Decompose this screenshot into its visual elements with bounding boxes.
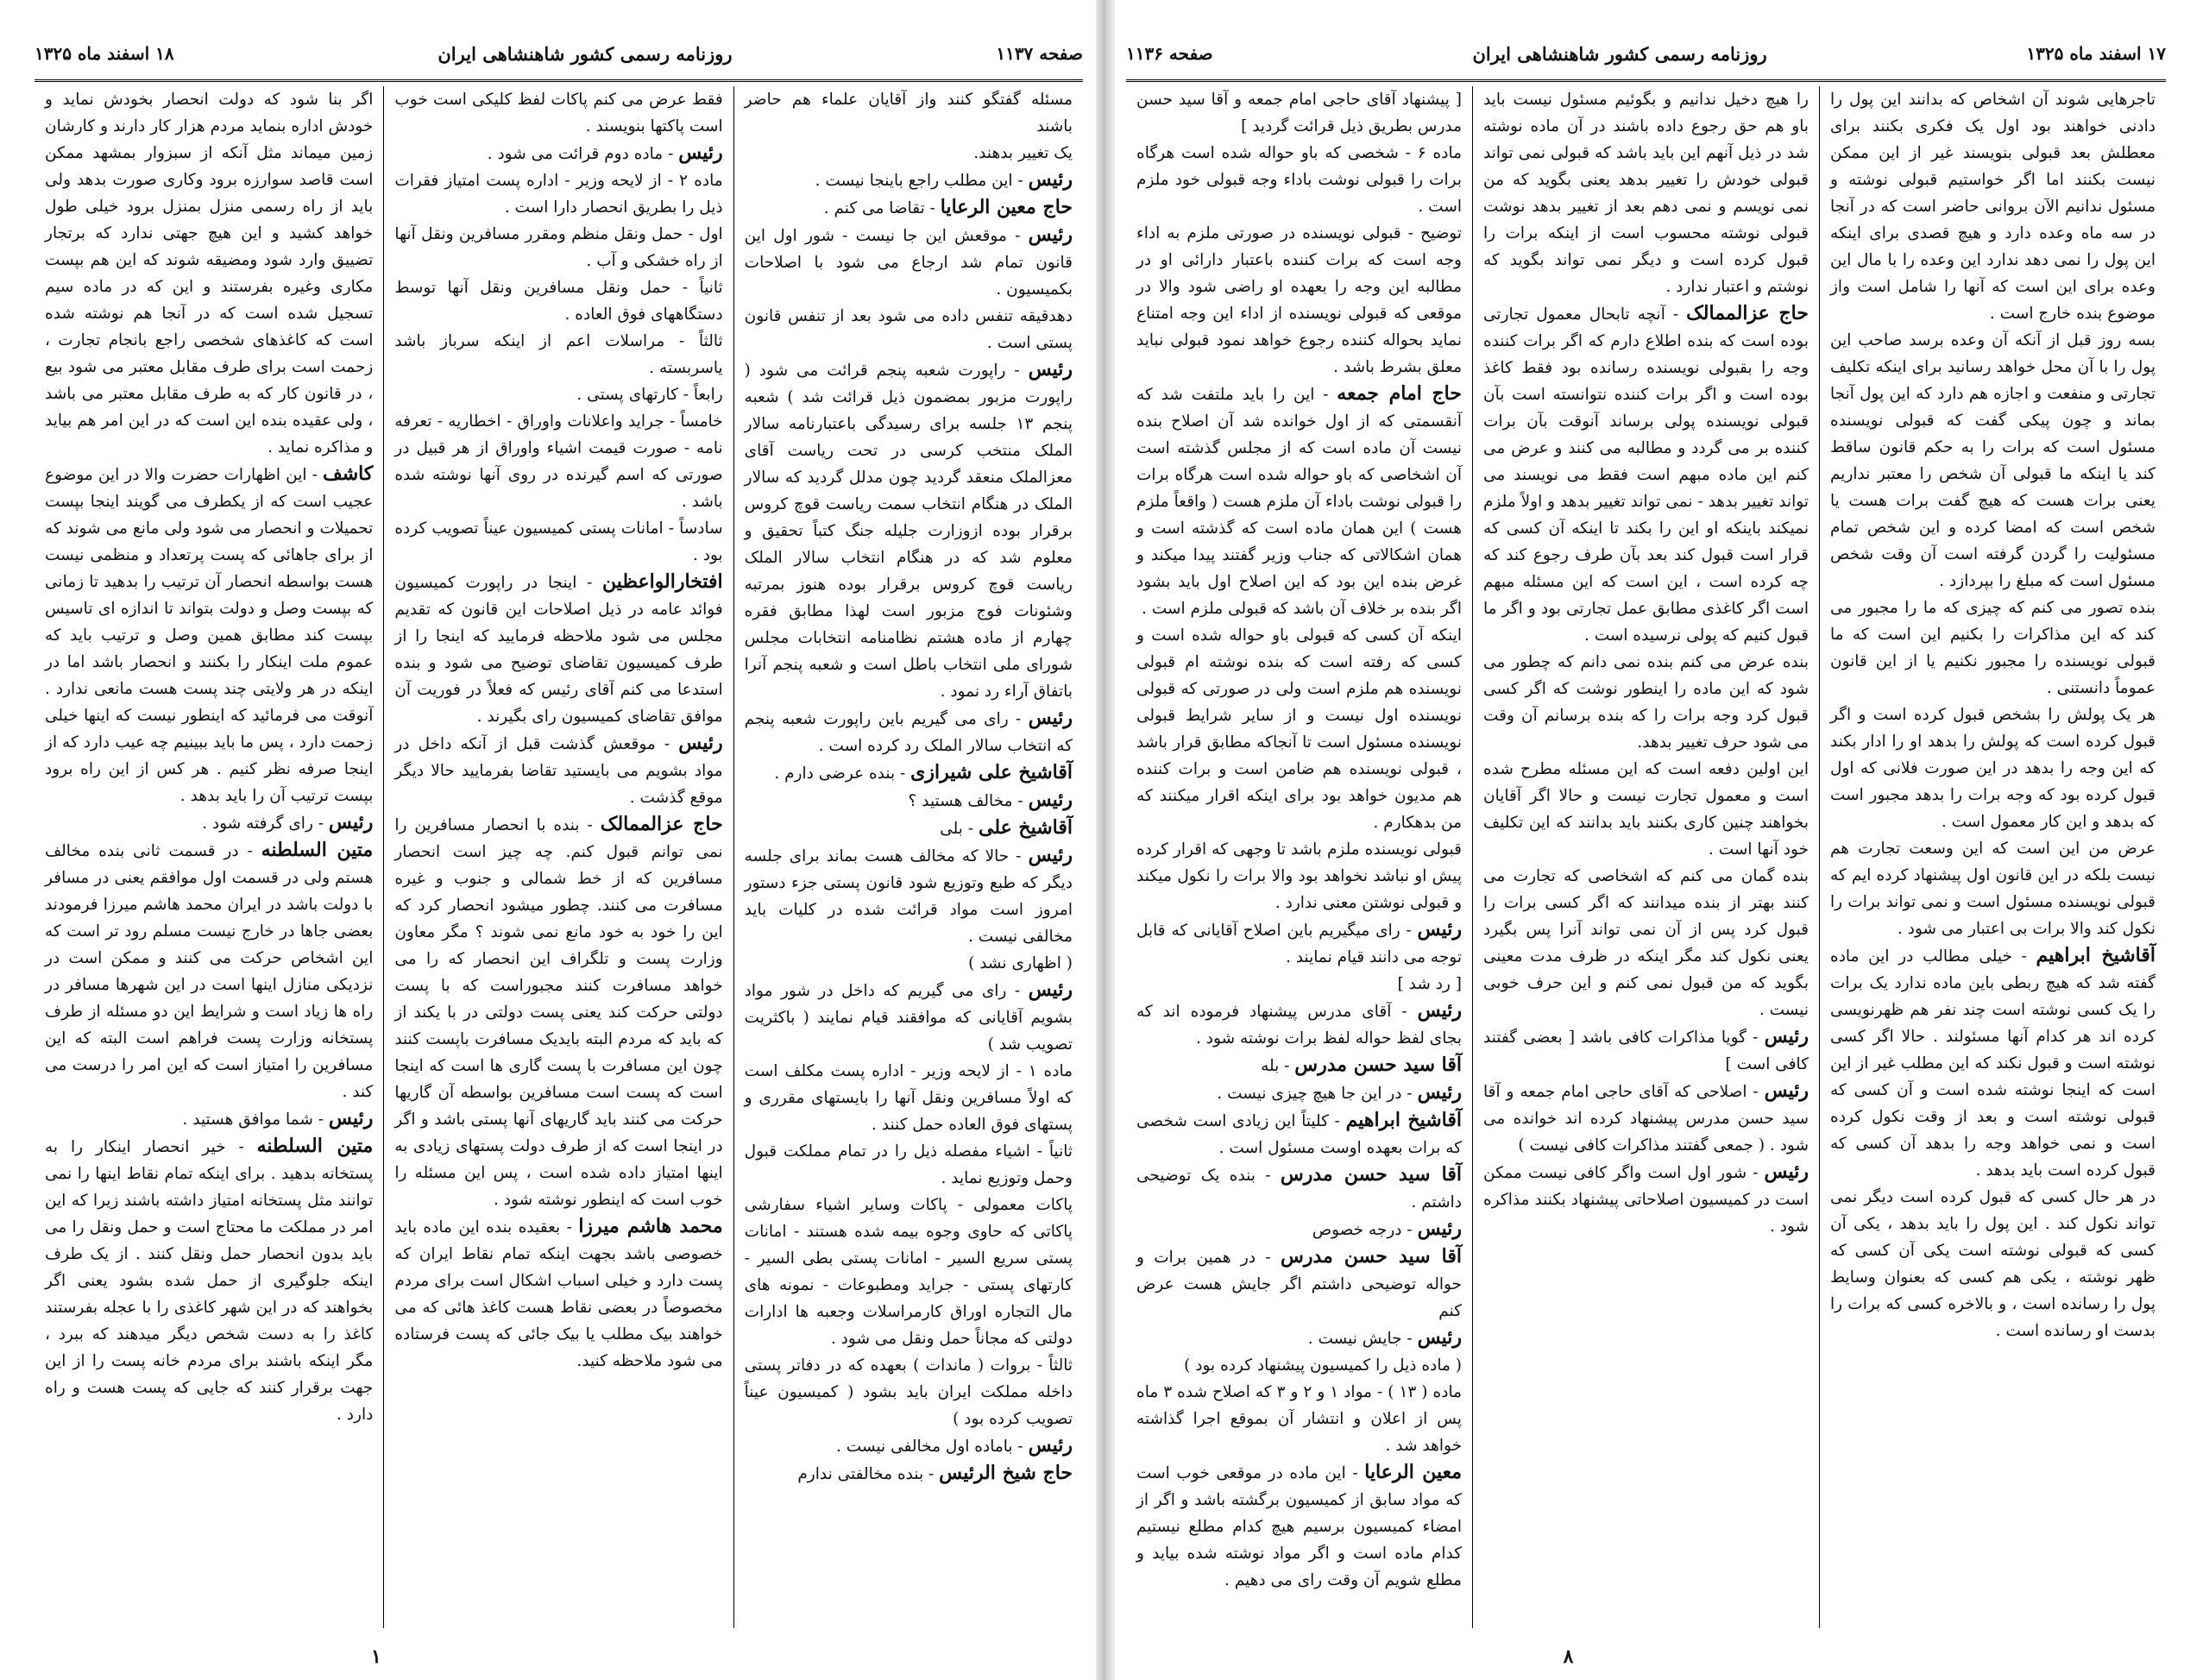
header-rule: [35, 79, 1083, 82]
paragraph-text: - رای میگیریم باین اصلاح آقایانی که قابل توجه می دانند قیام نمایند .: [1136, 922, 1462, 966]
journal-title: روزنامه رسمی کشور شاهنشاهی ایران: [437, 42, 733, 65]
column: [383, 86, 733, 1628]
paragraph: [45, 837, 373, 1105]
paragraph: [1136, 1352, 1462, 1379]
speaker-name: متین السلطنه: [261, 839, 374, 861]
paragraph: [394, 811, 722, 1213]
speaker-name: رئیس: [1028, 789, 1073, 811]
paragraph-text: - آنچه تابحال معمول تجارتی بوده است که بنده اطلاع دارم که اگر برات کننده وجه را بقبولی نویسنده رسانده بود فقط کاغذ بوده است و اگر برات کننده نتوانسته است بآن قبولی نویسنده پولی برساند آنوقت بآن برات کننده بر می گردد و مطالبه می کنند و عرض می کنم این ماده مبهم است فقط می نویسند می تواند تغییر بدهد - نمی تواند تغییر بدهد و اولاً ملزم نمیکند باینکه او این را بکند تا اینکه آن کسی که قرار است قبول کند بعد بآن طرف رجوع کند که چه کرده است ، این است که این مسئله مبهم است اگر کاغذی مطابق عمل تجارتی بود و اگر ما قبول کنیم که پولی نرسیده است .: [1483, 305, 1809, 645]
paragraph: [1483, 1023, 1809, 1078]
paragraph-text: - جایش نیست .: [1307, 1330, 1413, 1348]
paragraph: [1136, 622, 1462, 836]
speaker-name: رئیس: [1417, 1326, 1462, 1349]
paragraph: [1483, 1078, 1809, 1159]
paragraph-text: - شور اول است واگر کافی نیست ممکن است در کمیسیون اصلاحاتی پیشنهاد بکنند مذاکره شود .: [1483, 1164, 1809, 1236]
paragraph-text: ثالثاً - مراسلات اعم از اینکه سرباز باشد یاسربسته .: [394, 332, 723, 377]
paragraph: [745, 303, 1073, 356]
paragraph-text: تاجرهایی شوند آن اشخاص که بدانند این پول را دادنی خواهند بود اول یک فکری بکنند برای معطلش بعد قبولی بنویسند غیر از این ممکن نیست بکنند اما اگر خواستیم قبولی نوشته و مسئول ندانیم الآن بروانی حاضر است که در آنجا در سه ماه وعده دارد و هیچ قصدی برای اینکه این پول را نمی دهد ندارد این وعده را با مال این وعده برای این است که آنها را شامل است واز موضوع بنده خارج است .: [1830, 91, 2156, 323]
paragraph: [745, 705, 1073, 759]
paragraph: [1136, 1379, 1462, 1459]
issue-date: ۱۸ اسفند ماه ۱۳۲۵: [35, 43, 174, 64]
folio-number: ۸: [1563, 1645, 1574, 1668]
paragraph-text: این اولین دفعه است که این مسئله مطرح شده است و معمول تجارت نیست و حالا اگر آقایان بخواهند چنین کاری بکنند باید بدانند که این تکلیف خود آنها است .: [1483, 760, 1809, 859]
page-number: صفحه ۱۱۳۶: [1126, 43, 1213, 64]
paragraph-text: بنده گمان می کنم که اشخاصی که تجارت می کنند بهتر از بنده میدانند که اگر کسی برات را قبول کرد پس از آن نمی تواند آنرا پس بگیرد یعنی نکول کند مگر اینکه در ظرف مدت معینی بگوید که من قبول نمی کنم و این حرف خوبی نیست .: [1483, 867, 1809, 1019]
paragraph: [45, 809, 373, 837]
speaker-name: کاشف: [322, 462, 374, 485]
paragraph-text: - رای می گیریم که داخل در شور مواد بشویم آقایانی که موافقند قیام نمایند ( باکثریت تصویب شد ): [744, 982, 1073, 1054]
speaker-name: محمد هاشم میرزا: [578, 1215, 723, 1237]
speaker-name: آقا سید حسن مدرس: [1294, 1054, 1462, 1076]
paragraph: [1483, 649, 1809, 756]
paragraph: [394, 221, 722, 274]
paragraph: [1136, 1324, 1462, 1352]
speaker-name: حاج امام جمعه: [1337, 382, 1462, 405]
paragraph: [745, 356, 1073, 705]
paragraph-text: - در همین برات و حواله توضیحی داشتم اگر جایش هست عرض کنم: [1136, 1249, 1462, 1320]
speaker-name: رئیس: [1764, 1025, 1809, 1048]
paragraph: [1136, 1079, 1462, 1107]
paragraph-text: - شما موافق هستید .: [182, 1111, 324, 1129]
speaker-name: آقاشیخ علی: [978, 816, 1073, 839]
speaker-name: رئیس: [1417, 918, 1462, 941]
paragraph: [394, 167, 722, 221]
paragraph: [745, 1352, 1073, 1432]
paragraph-text: - درجه خصوص: [1312, 1221, 1413, 1239]
speaker-name: رئیس: [1028, 223, 1073, 246]
paragraph-text: بسه روز قبل از آنکه آن وعده برسد صاحب این پول را با آن محل خواهد رسانید برای اینکه تکلیف تجارتی و منفعت و اجازه هم دارد که این پول آنجا بماند و چون پیکی گفت که قبولی نویسنده مسئول است که برات را به حکم قانون ساقط کند یا اینکه ما قبولی آن شخص را معتبر نداریم یعنی برات هست که هیچ گفت برات هست یا شخص است که امضا کرده و این شخص تمام مسئولیت را گردن گرفته است آن وقت شخص مسئول است که مبلغ را بپردازد .: [1830, 331, 2156, 590]
paragraph-text: خامساً - جراید واعلانات واوراق - اخطاریه - تعرفه نامه - صورت قیمت اشیاء واوراق از هر قبیل در صورتی که اسم گیرنده در روی آنها نوشته شده باشد .: [394, 412, 723, 511]
paragraph-text: ماده ۶ - شخصی که باو حواله شده است هرگاه برات را قبولی نوشت باداء وجه قبولی خود ملزم است .: [1136, 144, 1462, 216]
paragraph: [745, 1058, 1073, 1138]
paragraph-text: [ پیشنهاد آقای حاجی امام جمعه و آقا سید حسن مدرس بطریق ذیل قرائت گردید ]: [1136, 91, 1462, 135]
paragraph: [394, 1213, 722, 1375]
speaker-name: رئیس: [1028, 978, 1073, 1001]
paragraph-text: - بنده مخالفتی ندارم: [797, 1465, 935, 1483]
speaker-name: حاج عزالممالک: [1686, 302, 1809, 324]
paragraph-text: - این را باید ملتفت شد که آنقسمتی که از اول خوانده شد آن اصلاح بنده نیست آن ماده است که از مجلس گذشته است آن اشخاصی که باو حواله شده است هرگاه برات را قبولی نوشت باداء آن ملزم هست ( واقعاً ملزم هست ) این همان ماده است که گذشته است و همان اشکالاتی که جناب وزیر گفتند پیدا میکند و غرض بنده این بود که این اصلاح اول باید بشود اگر بنده بر خلاف آن باشد که قبولی ملزم است .: [1136, 386, 1462, 618]
paragraph-text: ( ماده ذیل را کمیسیون پیشنهاد کرده بود ): [1184, 1356, 1462, 1375]
paragraph-text: پاکات معمولی - پاکات وسایر اشیاء سفارشی پاکاتی که حاوی وجوه بیمه شده هستند - امانات پستی سریع السیر - امانات پستی بطی السیر - کارتهای پستی - جراید ومطبوعات - نمونه های مال التجاره اوراق کارمراسلات وجعبه ها ادارات دولتی که مجاناً حمل ونقل می شود .: [744, 1196, 1073, 1348]
paragraph: [394, 140, 722, 167]
paragraph: [745, 222, 1073, 303]
paragraph-text: - مخالف هستید ؟: [908, 792, 1023, 810]
speaker-name: حاج عزالممالک: [600, 813, 723, 835]
header-rule: [1126, 79, 2166, 82]
paragraph-text: در هر حال کسی که قبول کرده است دیگر نمی تواند نکول کند . این پول را باید بدهد ، یکی آن کسی که قبولی نوشته است یکی آن کسی که ظهر نوشته ، یکی هم کسی که بعنوان وسایط پول را رسانده است ، و بالاخره کسی که برات را بدست او رسانده است .: [1830, 1188, 2156, 1340]
paragraph: [1136, 220, 1462, 381]
paragraph: [1136, 1216, 1462, 1243]
speaker-name: آقا سید حسن مدرس: [1280, 1163, 1463, 1186]
paragraph-text: بنده عرض می کنم بنده نمی دانم که چطور می شود که این ماده را اینطور نوشت که اگر کسی قبول کرد وجه برات را که بنده برسانم آن وقت می شود حرف تغییر بدهد.: [1483, 653, 1809, 752]
speaker-name: آقاشیخ علی شیرازی: [910, 761, 1073, 783]
paragraph-text: - کلیتاً این زیادی است شخصی که برات بعهده اوست مسئول است .: [1136, 1112, 1462, 1157]
paragraph: [745, 1192, 1073, 1352]
paragraph-text: [ رد شد ]: [1397, 975, 1462, 993]
paragraph-text: - خیر انحصار اینکار را به پستخانه بدهید . برای اینکه تمام نقاط اینها را نمی توانند مثل پستخانه امتیاز داشته باشند زیرا که این امر در مملکت ما محتاج است و حمل ونقل را می باید بدون انحصار حمل ونقل کنند . از یک طرف اینکه جلوگیری از حمل شده بشود یعنی اگر بخواهند که در این شهر کاغذی را با عجله بفرستند کاغذ را به دست شخص دیگر میدهند که ببرد ، مگر اینکه باشند برای مردم خانه پست را از این جهت برقرار کنند که جایی که پست هست و راه دارد .: [45, 1138, 374, 1424]
page-number: صفحه ۱۱۳۷: [996, 43, 1083, 64]
paragraph: [1483, 300, 1809, 649]
paragraph: [745, 1460, 1073, 1488]
paragraph: [394, 569, 722, 730]
speaker-name: رئیس: [1028, 844, 1073, 866]
paragraph-text: ماده ( ۱۳ ) - مواد ۱ و ۲ و ۳ که اصلاح شده ۳ ماه پس از اعلان و انتشار آن بموقع اجرا گذاشته خواهد شد .: [1136, 1383, 1462, 1455]
paragraph: [394, 408, 722, 515]
paragraph: [745, 787, 1073, 815]
paragraph: [1483, 1159, 1809, 1240]
paragraph-text: - آقای مدرس پیشنهاد فرموده اند که بجای لفظ حواله لفظ برات نوشته شود .: [1136, 1003, 1462, 1048]
left-page-header: [35, 35, 1083, 72]
paragraph-text: ثانیاً - حمل ونقل مسافرین ونقل آنها توسط دستگاههای فوق العاده .: [394, 279, 723, 324]
paragraph-text: فقط عرض می کنم پاکات لفظ کلیکی است خوب است پاکتها بنویسند .: [394, 91, 723, 135]
paragraph-text: - گویا مذاکرات کافی باشد [ بعضی گفتند کافی است ]: [1483, 1029, 1809, 1073]
paragraph-text: دهدقیقه تنفس داده می شود بعد از تنفس قانون پستی است .: [744, 307, 1073, 352]
paragraph: [1136, 86, 1462, 140]
paragraph-text: - رای گرفته شود .: [202, 815, 324, 833]
paragraph: [45, 86, 373, 461]
paragraph-text: - بله: [1261, 1057, 1290, 1075]
speaker-name: رئیس: [678, 142, 723, 164]
paragraph-text: اول - حمل ونقل منظم ومقرر مسافرین ونقل آنها از راه خشکی و آب .: [394, 225, 723, 270]
paragraph: [745, 842, 1073, 950]
paragraph: [1483, 86, 1809, 300]
speaker-name: رئیس: [1417, 1081, 1462, 1104]
paragraph-text: - اینجا در راپورت کمیسیون فوائد عامه در ذیل اصلاحات این قانون که تقدیم مجلس می شود ملاحظه فرمایید که اینجا را از طرف کمیسیون تقاضای توضیح می شود و بنده استدعا می کنم آقای رئیس که فعلاً در فوریت آن موافق تقاضای کمیسیون رای بگیرند .: [394, 574, 723, 726]
paragraph-text: را هیچ دخیل ندانیم و بگوئیم مسئول نیست باید باو هم حق رجوع داده باشند در آن ماده نوشته شد در ذیل آنهم این باید باشد که قبولی نمی تواند قبولی خودش را تغییر بدهد یعنی بگوید که من نمی نویسم و نمی دهم بعد از تغییر بدهد نوشت قبولی نوشته محسوب است از اینکه برات را قبول کرده است و دیگر نمی تواند بگوید که نوشتم و اعتبار ندارد .: [1483, 91, 1809, 296]
paragraph: [45, 461, 373, 809]
paragraph-text: ماده ۲ - از لایحه وزیر - اداره پست امتیاز فقرات ذیل را بطریق انحصار دارا است .: [394, 172, 723, 217]
paragraph-text: - موقعش گذشت قبل از آنکه داخل در مواد بشویم می بایستید تقاضا بفرمایید حالا دیگر موقع گذشت .: [394, 735, 723, 807]
paragraph: [394, 515, 722, 569]
paragraph: [1830, 595, 2156, 702]
paragraph-text: ثانیاً - اشیاء مفصله ذیل را در تمام مملکت قبول وحمل وتوزیع نماید .: [744, 1142, 1073, 1187]
column: [1472, 86, 1819, 1628]
right-page-columns: [1126, 86, 2166, 1628]
column: [35, 86, 383, 1628]
paragraph: [745, 86, 1073, 140]
paragraph: [1136, 381, 1462, 622]
paragraph: [1136, 1161, 1462, 1216]
paragraph: [745, 759, 1073, 787]
speaker-name: رئیس: [1417, 999, 1462, 1022]
page-gutter: [1096, 0, 1115, 1680]
speaker-name: رئیس: [1028, 1434, 1073, 1457]
paragraph-text: - اصلاحی که آقای حاجی امام جمعه و آقا سید حسن مدرس پیشنهاد کرده اند خوانده می شود . ( جمعی گفتند مذاکرات کافی نیست ): [1483, 1083, 1809, 1155]
paragraph-text: - بلی: [940, 820, 974, 838]
paragraph: [1830, 86, 2156, 327]
paragraph: [1136, 997, 1462, 1052]
paragraph-text: ثالثاً - بروات ( ماندات ) بعهده که در دفاتر پستی داخله مملکت ایران باید بشود ( کمیسیون عیناً تصویب کرده بود ): [744, 1356, 1073, 1428]
speaker-name: افتخارالواعظین: [602, 570, 723, 593]
paragraph: [45, 1105, 373, 1133]
right-page: [1126, 0, 2166, 1680]
paragraph-text: - ماده دوم قرائت می شود .: [487, 145, 674, 163]
column: [1819, 86, 2166, 1628]
speaker-name: حاج شیخ الرئیس: [939, 1462, 1073, 1484]
paragraph: [1136, 1459, 1462, 1594]
paragraph: [745, 1432, 1073, 1460]
paragraph: [745, 977, 1073, 1058]
issue-date: ۱۷ اسفند ماه ۱۳۲۵: [2026, 43, 2166, 64]
paragraph-text: توضیح - قبولی نویسنده در صورتی ملزم به اداء وجه است که برات کننده باعتبار دارائی او در مطالبه این وجه را بعهده او راضی شود والا در موقعی که قبولی نویسنده از اداء این وجه امتناع نماید بحواله کننده رجوع خواهد نمود قبولی نباید معلق بشرط باشد .: [1136, 224, 1462, 376]
paragraph-text: قبولی نویسنده ملزم باشد تا وجهی که اقرار کرده پیش او نباشد نخواهد بود والا برات را نکول میکند و قبولی نوشتن معنی ندارد .: [1136, 840, 1462, 912]
speaker-name: رئیس: [1764, 1161, 1809, 1183]
paragraph-text: - خیلی مطالب در این ماده گفته شد که هیچ ربطی باین ماده ندارد یک برات را یک کسی نوشته است چند نفر هم ظهرنویسی کرده اند هر کدام آنها مسئولند . حالا اگر کسی نوشته است و قبول نکند که این مطلب غیر از این است که اینجا نوشته شده است و آن کسی که قبولی نوشته است و بعد از وقت نکول کرده است و نمی خواهد وجه را بدهد آن کسی که قبول کرده است باید بدهد .: [1830, 947, 2156, 1180]
paragraph-text: - رای می گیریم باین راپورت شعبه پنجم که انتخاب سالار الملک رد کرده است .: [744, 710, 1073, 755]
speaker-name: آقاشیخ ابراهیم: [2036, 944, 2156, 966]
speaker-name: آقاشیخ ابراهیم: [1345, 1109, 1462, 1131]
paragraph-text: عرض من این است که این وسعت تجارت هم نیست بلکه در این قانون اول پیشنهاد کرده ایم که قبولی نویسنده مسئول است و نمی تواند برات را نکول کند والا برات بی اعتبار می شود .: [1830, 840, 2156, 938]
paragraph: [45, 1133, 373, 1428]
paragraph-text: ( اظهاری نشد ): [968, 954, 1073, 972]
paragraph: [745, 140, 1073, 167]
paragraph-text: - باماده اول مخالفی نیست .: [836, 1438, 1023, 1456]
column: [733, 86, 1083, 1628]
paragraph: [1136, 1052, 1462, 1079]
paragraph-text: - در قسمت ثانی بنده مخالف هستم ولی در قسمت اول موافقم یعنی در مسافر با دولت باشد در ایران محمد هاشم میرزا فرمودند بعضی جاها در خارج نیست مسلم رود تر است که این اشخاص حرکت می کنند و ممکن است در نزدیکی منازل اینها است در این شهرها مسافر در راه ها زیاد است و شرایط این دو مسئله از طرف پستخانه وزارت پست فراهم است البته که این مسافرین را امتیاز است که این امر را درست می کند .: [45, 842, 374, 1101]
paragraph: [394, 274, 722, 328]
paragraph-text: - بنده عرضی دارم .: [774, 764, 906, 783]
paragraph-text: - بعقیده بنده این ماده باید خصوصی باشد بجهت اینکه تمام نقاط ایران که پست دارد و خیلی اسباب اشکال است برای مردم مخصوصاً در بعضی نقاط هست کاغذ هائی که می خواهند بیک مطلب یا بیک جائی که پست فرستاده می شود ملاحظه کنید.: [394, 1218, 723, 1370]
speaker-name: آقا سید حسن مدرس: [1280, 1245, 1462, 1268]
paragraph-text: - حالا که مخالف هست بماند برای جلسه دیگر که طبع وتوزیع شود قانون پستی جزء دستور امروز است مواد قرائت شده در کلیات باید مخالفی نیست .: [744, 847, 1073, 946]
speaker-name: متین السلطنه: [256, 1135, 374, 1157]
paragraph: [745, 194, 1073, 222]
paragraph-text: هر یک پولش را بشخص قبول کرده است و اگر قبول کرده است که پولش را بدهد او را ادار بکند که این وجه را بدهد در این صورت فلانی که اول قبول کرده بود که وجه برات را بدهد مجبور است که بدهد و این کار معمول است .: [1830, 706, 2156, 831]
speaker-name: حاج معین الرعایا: [940, 196, 1073, 218]
paragraph: [1830, 327, 2156, 595]
paragraph: [1830, 702, 2156, 835]
speaker-name: رئیس: [1764, 1079, 1809, 1102]
journal-title: روزنامه رسمی کشور شاهنشاهی ایران: [1472, 42, 1767, 65]
left-page-columns: [35, 86, 1083, 1628]
paragraph: [1136, 1107, 1462, 1161]
paragraph: [1136, 836, 1462, 916]
paragraph-text: بنده تصور می کنم که چیزی که ما را مجبور می کند که این مذاکرات را بکنیم این است که ما قبولی نویسنده را مجبور نکنیم یا از این قانون عموماً دانستنی .: [1830, 599, 2156, 697]
paragraph-text: سادساً - امانات پستی کمیسیون عیناً تصویب کرده بود .: [394, 519, 723, 564]
paragraph-text: - راپورت شعبه پنجم قرائت می شود ( راپورت مزبور بمضمون ذیل قرائت شد ) شعبه پنجم ۱۳ جلسه برای رسیدگی باعتبارنامه سالار الملک منتخب کرسی در تحت ریاست آقای معزالملک منعقد گردید چون مدلل گردید که سالار الملک در هنگام انتخاب سمت ریاست قوچ کروس برقرار بوده ازوزارت جلیله جنگ کتباً تحقیق و معلوم شد که در هنگام انتخاب سالار الملک ریاست قوچ کروس برقرار بوده هنوز بمرتبه وشئونات فوج مزبور است لهذا مطابق فقره چهارم از ماده هشتم نظامنامه انتخابات مجلس شورای ملی انتخاب باطل است و شعبه پنجم آنرا باتفاق آراء رد نمود .: [744, 362, 1073, 701]
paragraph: [745, 950, 1073, 977]
paragraph: [1136, 1243, 1462, 1324]
paragraph: [745, 815, 1073, 842]
paragraph-text: - در این جا هیچ چیزی نیست .: [1217, 1085, 1413, 1103]
speaker-name: معین الرعایا: [1364, 1461, 1462, 1483]
paragraph-text: - بنده با انحصار مسافرین را نمی توانم قبول کنم. چه چیز است انحصار مسافرین که از خط شمالی و جنوب و غیره مسافرت می کنند. چطور میشود انحصار کرد که این را خود به خود مانع نمی شوند ؟ مگر معاون وزارت پست و تلگراف این انحصار که را می خواهد مسافرت کنند مجبوراست که با پست دولتی حرکت کند یعنی پست دولتی در با یکند از که باید که مردم البته بایدیک مسافرت باپست کنند چون این مسافرت با پست گاری ها است که اینجا است که پست است مسافرین بواسطه آن گاریها حرکت می کنند باید گاریهای آنها پستی باشد و اگر در اینجا است که از طرف دولت پستهای زیادی به اینها امتیاز داده شده است ، پس این مسئله را خوب است که اینطور نوشته شود .: [394, 816, 723, 1209]
paragraph-text: - این ماده در موقعی خوب است که مواد سابق از کمیسیون برگشته باشد و اگر از امضاء کمیسیون برسیم هیچ کدام مطلع نیستیم کدام ماده است و اگر مواد نوشته شده بیاید و مطلع شویم آن وقت رای می دهیم .: [1136, 1464, 1462, 1589]
speaker-name: رئیس: [328, 1107, 374, 1129]
speaker-name: رئیس: [328, 811, 374, 834]
left-page: [35, 0, 1083, 1680]
paragraph: [394, 730, 722, 811]
speaker-name: رئیس: [1028, 707, 1073, 729]
speaker-name: رئیس: [678, 732, 723, 754]
paragraph: [1136, 140, 1462, 220]
speaker-name: رئیس: [1028, 358, 1073, 381]
paragraph-text: - بنده یک توضیحی داشتم .: [1136, 1167, 1462, 1211]
paragraph-text: - تقاضا می کنم .: [823, 199, 935, 217]
folio-number: ۱: [371, 1645, 381, 1668]
paragraph: [745, 1138, 1073, 1192]
right-page-header: [1126, 35, 2166, 72]
paragraph-text: ماده ۱ - از لایحه وزیر - اداره پست مکلف است که اولاً مسافرین ونقل آنها را بایستهای مقرری و پستهای فوق العاده حمل کنند .: [744, 1062, 1073, 1134]
paragraph: [1136, 971, 1462, 997]
paragraph-text: اگر بنا شود که دولت انحصار بخودش نماید و خودش اداره بنماید مردم هزار کار دارند و کارشان زمین میماند مثل آنکه از سبزوار بمشهد ممکن است قاصد سوارزه برود وکاری صورت بدهد ولی باید از راه رسمی منزل بمنزل برود خیلی طول خواهد کشید و این هیچ جهتی ندارد که برتجار تضییق وارد شود ومضیقه شوند که این هم بپست مکاری وغیره بفرستند و این که در ماده سیم تسجیل شده است که در آنجا هم نوشته شده است که کاغذهای شخصی راجع بانجام تجارت ، زحمت است برای طرف مقابل معتبر می شود بیع ، در قانون کار که به طرف مقابل معتبر می باشد ، ولی عقیده بنده این است که در این امر هم بیاید و مذاکره نماید .: [45, 91, 374, 456]
paragraph: [394, 328, 722, 381]
paragraph: [1483, 863, 1809, 1023]
paragraph: [1830, 835, 2156, 942]
paragraph: [394, 381, 722, 408]
paragraph-text: رابعاً - کارتهای پستی .: [576, 386, 723, 404]
paragraph-text: - این اظهارات حضرت والا در این موضوع عجیب است که از یکطرف می گویند اینجا بپست تحمیلات و انحصار می شود ولی مانع می شوند که از برای جاهائی که پست پرتعداد و منظمی نیست هست بواسطه انحصار آن ترتیب را بدهید تا زمانی که بپست وصل و دولت بتواند تا اندازه ای تاسیس بپست کند مطابق همین وصل و ترتیب باید که عموم ملت اینکار را بکنند و انحصار باشد اما در اینکه در هر ولایتی چند پست هست مانعی ندارد . آنوقت می فرمائید که اینطور نیست که اینها خیلی زحمت دارد ، پس ما باید ببینیم چه عیب دارد که از اینجا صرفه نظر کنیم . هر کس از این راه برود بپست ترتیب آن را باید بدهد .: [45, 466, 374, 805]
paragraph: [1830, 1184, 2156, 1344]
paragraph-text: اینکه آن کسی که قبولی باو حواله شده است و کسی که رفته است که بنده نوشته ام قبولی نویسنده هم ملزم است ولی در صورتی که قبولی نویسنده اول نیست و از سایر شرایط قبولی نویسنده مسئول است تا آنجاکه مطابق قرار باشد ، قبولی نویسنده هم ضامن است و برات کننده هم مدیون خواهد بود برای اینکه اقرار میکنند که من بدهکارم .: [1136, 626, 1462, 832]
paragraph: [1136, 916, 1462, 971]
paragraph-text: - موقعش این جا نیست - شور اول این قانون تمام شد ارجاع می شود با اصلاحات بکمیسیون .: [744, 227, 1073, 299]
speaker-name: رئیس: [1028, 168, 1073, 191]
paragraph-text: - این مطلب راجع باینجا نیست .: [815, 172, 1023, 190]
column: [1126, 86, 1472, 1628]
paragraph-text: مسئله گفتگو کنند واز آقایان علماء هم حاضر باشند: [744, 91, 1073, 135]
paragraph: [1830, 942, 2156, 1184]
paragraph-text: یک تغییر بدهند.: [973, 144, 1073, 162]
paragraph: [1483, 756, 1809, 863]
speaker-name: رئیس: [1417, 1218, 1462, 1240]
paragraph: [394, 86, 722, 140]
paragraph: [745, 167, 1073, 194]
